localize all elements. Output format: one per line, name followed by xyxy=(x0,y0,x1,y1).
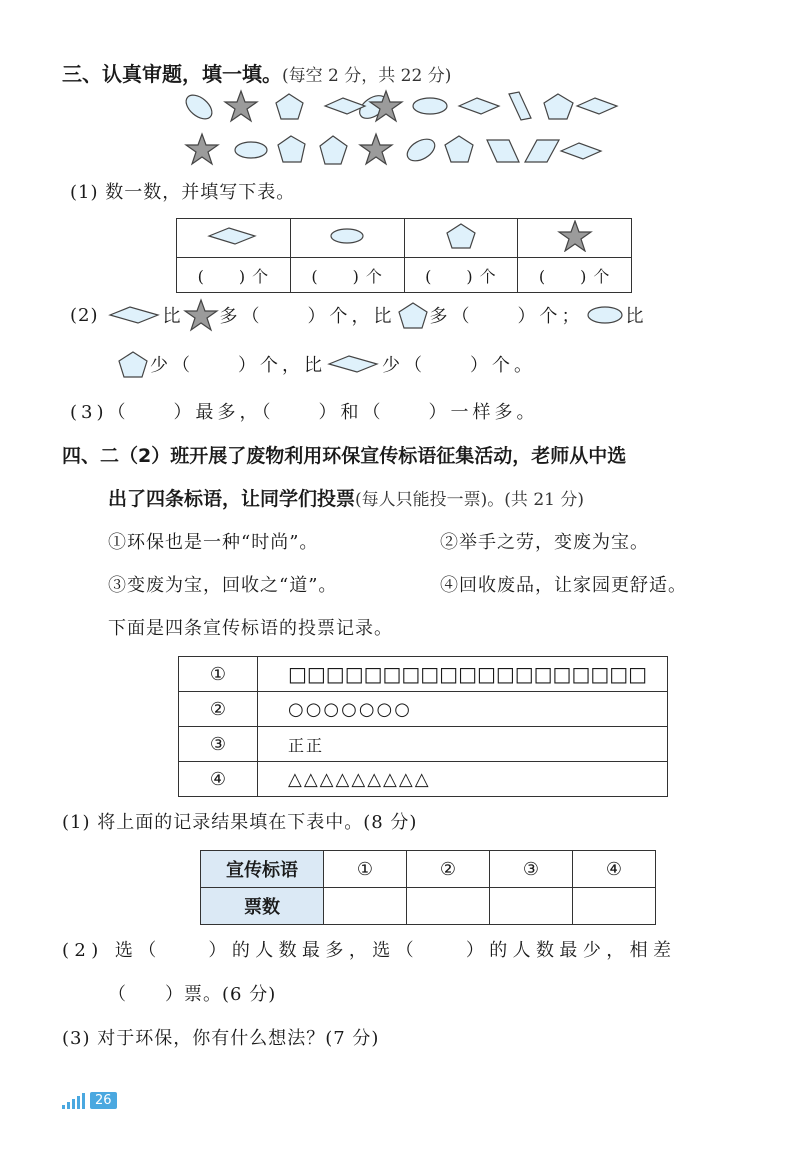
q2-text-d: 比 xyxy=(625,306,645,327)
count-answer-star[interactable]: ( ) 个 xyxy=(518,258,632,293)
tally-col-3: ③ xyxy=(490,851,573,888)
count-cell-star xyxy=(518,219,632,258)
section3-q3: (3)（ ）最多，（ ）和（ ）一样多。 xyxy=(70,402,539,423)
slogan-2: ②举手之劳，变废为宝。 xyxy=(440,532,649,553)
section4-title-line1: 四、二（2）班开展了废物利用环保宣传标语征集活动，老师从中选 xyxy=(62,445,627,467)
diamond-shape xyxy=(577,98,617,114)
table-row xyxy=(179,657,668,692)
tally-col-1: ① xyxy=(324,851,407,888)
ellipse-shape xyxy=(235,142,267,158)
section3-heading xyxy=(62,58,451,87)
vote-row-index: ② xyxy=(179,692,258,727)
vote-row-record: △△△△△△△△△ xyxy=(258,762,668,797)
ellipse-shape xyxy=(584,304,626,326)
section4-title-line2: 出了四条标语，让同学们投票 xyxy=(108,488,356,510)
count-answer-ellipse[interactable]: ( ) 个 xyxy=(290,258,404,293)
tally-col-2: ② xyxy=(407,851,490,888)
table-row xyxy=(201,888,656,925)
section3-note: (每空 2 分，共 22 分) xyxy=(282,66,452,86)
vote-row-index: ④ xyxy=(179,762,258,797)
section3-q2-line1 xyxy=(70,298,645,332)
count-table-answer-row xyxy=(177,258,632,293)
section4-note: (每人只能投一票)。(共 21 分) xyxy=(355,490,584,510)
tally-answer-3[interactable] xyxy=(490,888,573,925)
pentagon-shape xyxy=(276,94,303,119)
vote-record-table xyxy=(178,656,668,797)
tally-answer-4[interactable] xyxy=(573,888,656,925)
table-row xyxy=(179,762,668,797)
count-table xyxy=(176,218,632,293)
table-row xyxy=(201,851,656,888)
pentagon-shape xyxy=(544,94,573,119)
star-shape xyxy=(545,220,605,252)
diamond-shape xyxy=(107,302,163,328)
count-table-shape-row xyxy=(177,219,632,258)
diamond-shape xyxy=(459,98,499,114)
parallelogram-shape xyxy=(487,140,519,162)
q2-text-e: 少（ ）个，比 xyxy=(150,355,326,376)
tally-col-4: ④ xyxy=(573,851,656,888)
bars-decoration-icon xyxy=(60,1091,90,1109)
q2-label: (2) xyxy=(70,304,99,326)
tally-table xyxy=(200,850,656,925)
pentagon-shape xyxy=(431,222,491,250)
vote-row-index: ① xyxy=(179,657,258,692)
section4-q3: (3) 对于环保，你有什么想法？(7 分) xyxy=(62,1028,380,1049)
star-shape xyxy=(225,91,257,121)
table-row xyxy=(179,727,668,762)
star-shape xyxy=(186,134,218,164)
ellipse-shape xyxy=(413,98,447,114)
vote-row-record: □□□□□□□□□□□□□□□□□□□ xyxy=(258,657,668,692)
pentagon-shape xyxy=(445,136,473,162)
pentagon-shape xyxy=(396,300,430,330)
count-cell-pentagon xyxy=(404,219,518,258)
tally-header-slogan: 宣传标语 xyxy=(201,851,324,888)
pentagon-shape xyxy=(116,349,150,379)
star-shape xyxy=(182,298,220,332)
diamond-shape xyxy=(325,98,365,114)
slogan-4: ④回收废品，让家园更舒适。 xyxy=(440,575,687,596)
count-answer-diamond[interactable]: ( ) 个 xyxy=(177,258,291,293)
section4-q2-line2: （ ）票。(6 分) xyxy=(108,984,277,1005)
page-number: 26 xyxy=(90,1092,117,1109)
section3-title: 三、认真审题，填一填。 xyxy=(62,62,282,86)
tally-answer-1[interactable] xyxy=(324,888,407,925)
parallelogram-shape xyxy=(509,92,531,120)
count-cell-diamond xyxy=(177,219,291,258)
section3-q1: (1) 数一数，并填写下表。 xyxy=(70,182,296,203)
section3-q2-line2 xyxy=(116,349,536,379)
count-answer-pentagon[interactable]: ( ) 个 xyxy=(404,258,518,293)
pentagon-shape xyxy=(278,136,305,162)
section4-q2-line1: (2) 选（ ）的人数最多，选（ ）的人数最少，相差 xyxy=(62,940,677,961)
star-shape xyxy=(360,134,392,164)
count-cell-ellipse xyxy=(290,219,404,258)
vote-row-record: ○○○○○○○ xyxy=(258,692,668,727)
ellipse-shape xyxy=(317,223,377,249)
q2-text-c: 多（ ）个； xyxy=(429,306,584,327)
diamond-shape xyxy=(326,351,382,377)
shapes-figure xyxy=(175,88,625,173)
q2-text-f: 少（ ）个。 xyxy=(382,355,536,376)
diamond-shape xyxy=(203,223,263,249)
vote-record-intro: 下面是四条宣传标语的投票记录。 xyxy=(108,618,393,639)
pentagon-shape xyxy=(320,136,347,164)
tally-answer-2[interactable] xyxy=(407,888,490,925)
table-row xyxy=(179,692,668,727)
q2-text-a: 比 xyxy=(162,306,182,327)
page-footer xyxy=(60,1091,117,1109)
ellipse-shape xyxy=(404,135,439,166)
vote-row-index: ③ xyxy=(179,727,258,762)
slogan-3: ③变废为宝，回收之“道”。 xyxy=(108,575,338,596)
slogan-1: ①环保也是一种“时尚”。 xyxy=(108,532,319,553)
section4-q1: (1) 将上面的记录结果填在下表中。(8 分) xyxy=(62,812,418,833)
vote-row-record: 正正 xyxy=(258,727,668,762)
section4-title-line2-wrap xyxy=(108,484,584,511)
q2-text-b: 多（ ）个，比 xyxy=(219,306,396,327)
ellipse-shape xyxy=(182,90,217,123)
tally-header-votes: 票数 xyxy=(201,888,324,925)
diamond-shape xyxy=(561,143,601,159)
parallelogram-shape xyxy=(525,140,559,162)
